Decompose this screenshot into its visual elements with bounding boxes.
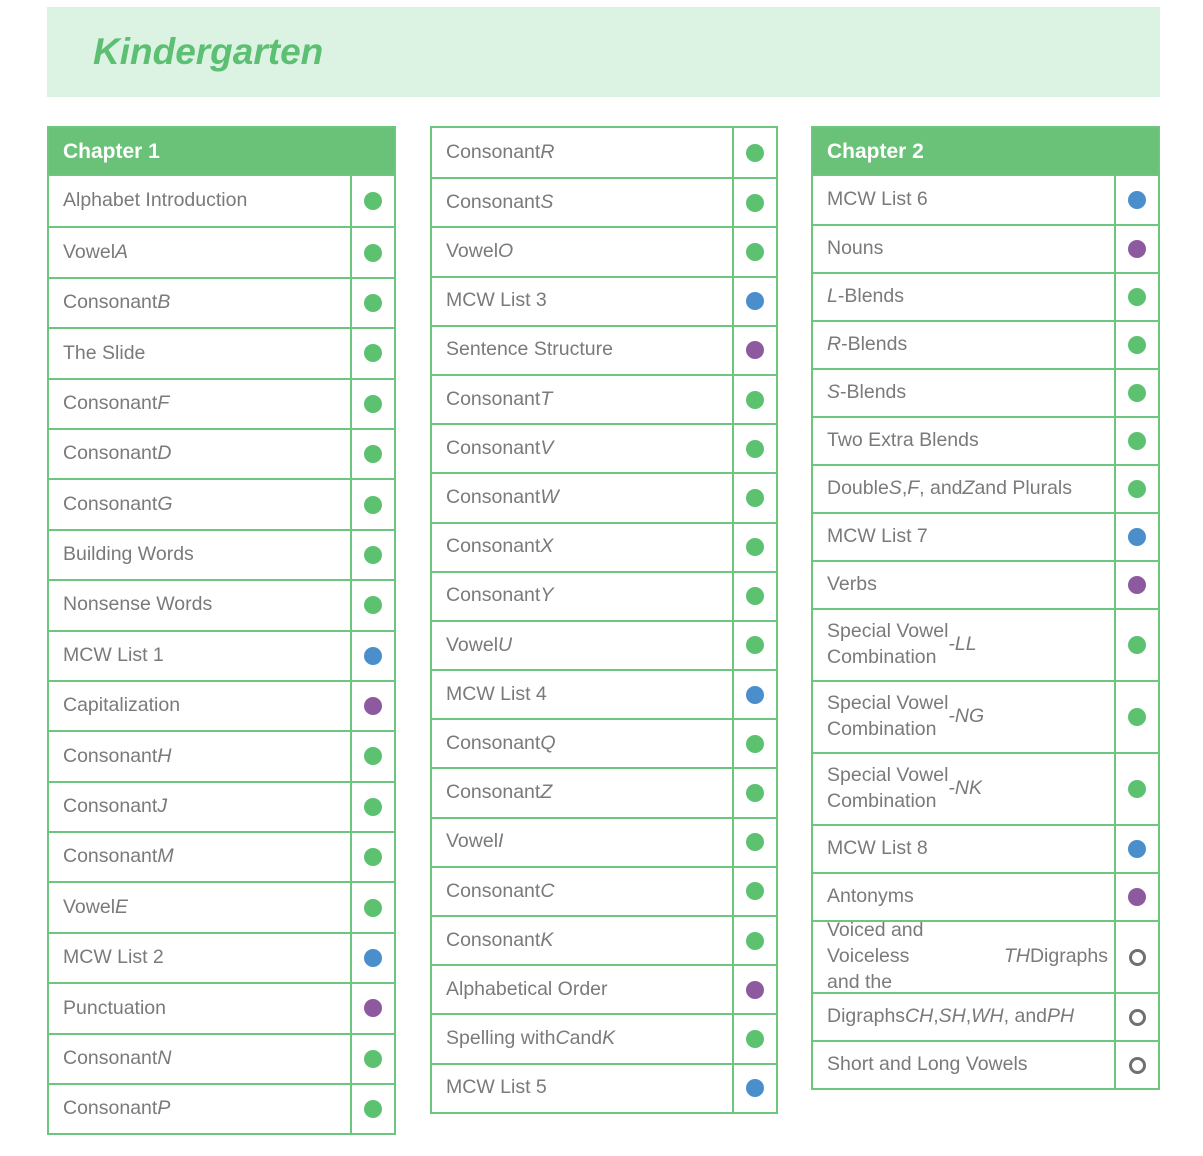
lesson-label: Consonant F	[63, 391, 170, 414]
list-item	[432, 128, 776, 177]
lesson-label: Consonant Y	[446, 584, 554, 607]
status-cell	[1114, 562, 1158, 608]
list-item	[49, 1083, 394, 1133]
blue-dot-icon	[1128, 840, 1146, 858]
blue-dot-icon	[746, 292, 764, 310]
status-cell	[1114, 370, 1158, 416]
chapter-1-continued-column	[430, 126, 778, 1114]
chapter-1-continued-list	[432, 128, 776, 1112]
list-item	[432, 964, 776, 1013]
list-item	[813, 416, 1158, 464]
list-item	[432, 866, 776, 915]
status-cell	[350, 480, 394, 528]
list-item	[432, 522, 776, 571]
list-item	[49, 630, 394, 680]
list-item	[432, 767, 776, 816]
status-cell	[732, 819, 776, 866]
list-item	[49, 881, 394, 931]
hollow-circle-icon	[1129, 1057, 1146, 1074]
blue-dot-icon	[1128, 191, 1146, 209]
lesson-label: Consonant H	[63, 744, 172, 767]
green-dot-icon	[364, 747, 382, 765]
status-cell	[350, 732, 394, 780]
status-cell	[350, 279, 394, 327]
lesson-label: Consonant G	[63, 492, 173, 515]
list-item	[813, 560, 1158, 608]
list-item	[813, 320, 1158, 368]
green-dot-icon	[1128, 288, 1146, 306]
status-cell	[1114, 826, 1158, 872]
lesson-label: Consonant V	[446, 436, 554, 459]
blue-dot-icon	[1128, 528, 1146, 546]
status-cell	[732, 524, 776, 571]
status-cell	[1114, 682, 1158, 752]
list-item	[432, 718, 776, 767]
green-dot-icon	[364, 294, 382, 312]
status-cell	[732, 917, 776, 964]
chapter-2-header: Chapter 2	[813, 128, 1158, 176]
lesson-label: R -Blends	[827, 333, 908, 356]
list-item	[49, 680, 394, 730]
green-dot-icon	[746, 489, 764, 507]
status-cell	[1114, 874, 1158, 920]
lesson-label: Consonant J	[63, 795, 168, 818]
status-cell	[350, 883, 394, 931]
lesson-label: Verbs	[827, 573, 877, 596]
hollow-circle-icon	[1129, 1009, 1146, 1026]
list-item	[813, 1040, 1158, 1088]
lesson-label: Alphabet Introduction	[63, 189, 248, 212]
lesson-label: MCW List 5	[446, 1076, 547, 1099]
chapter-2-list	[813, 176, 1158, 1088]
green-dot-icon	[1128, 336, 1146, 354]
lesson-label: Building Words	[63, 543, 194, 566]
purple-dot-icon	[1128, 240, 1146, 258]
lesson-label: Consonant S	[446, 190, 554, 213]
green-dot-icon	[746, 538, 764, 556]
green-dot-icon	[364, 445, 382, 463]
chapter-2-column	[811, 126, 1160, 1090]
lesson-label: Vowel I	[446, 830, 504, 853]
status-cell	[350, 228, 394, 276]
list-item	[813, 824, 1158, 872]
green-dot-icon	[746, 932, 764, 950]
lesson-label: Consonant D	[63, 442, 172, 465]
status-cell	[732, 278, 776, 325]
status-cell	[732, 425, 776, 472]
lesson-label: Consonant K	[446, 928, 554, 951]
lesson-label: Consonant W	[446, 486, 559, 509]
lesson-label: Consonant Z	[446, 781, 553, 804]
green-dot-icon	[364, 848, 382, 866]
green-dot-icon	[364, 496, 382, 514]
status-cell	[350, 934, 394, 982]
green-dot-icon	[364, 244, 382, 262]
status-cell	[732, 128, 776, 177]
list-item	[813, 992, 1158, 1040]
green-dot-icon	[746, 784, 764, 802]
status-cell	[732, 622, 776, 669]
list-item	[432, 226, 776, 275]
lesson-label: Two Extra Blends	[827, 429, 979, 452]
list-item	[813, 872, 1158, 920]
list-item	[49, 730, 394, 780]
lesson-label: Special Vowel Combination -LL	[827, 620, 977, 668]
list-item	[49, 378, 394, 428]
hollow-circle-icon	[1129, 949, 1146, 966]
green-dot-icon	[746, 194, 764, 212]
green-dot-icon	[746, 1030, 764, 1048]
list-item	[813, 752, 1158, 824]
green-dot-icon	[746, 882, 764, 900]
lesson-label: MCW List 2	[63, 946, 164, 969]
title-banner	[47, 7, 1160, 97]
list-item	[432, 374, 776, 423]
purple-dot-icon	[1128, 576, 1146, 594]
status-cell	[350, 581, 394, 629]
lesson-label: MCW List 8	[827, 837, 928, 860]
purple-dot-icon	[746, 341, 764, 359]
list-item	[432, 1063, 776, 1112]
lesson-label: Sentence Structure	[446, 338, 613, 361]
lesson-label: Consonant Q	[446, 731, 556, 754]
lesson-label: Consonant T	[446, 387, 553, 410]
status-cell	[350, 833, 394, 881]
list-item	[432, 423, 776, 472]
green-dot-icon	[364, 798, 382, 816]
chapter-1-list	[49, 176, 394, 1133]
green-dot-icon	[364, 1050, 382, 1068]
list-item	[813, 608, 1158, 680]
list-item	[432, 325, 776, 374]
green-dot-icon	[1128, 636, 1146, 654]
list-item	[49, 428, 394, 478]
lesson-label: Consonant C	[446, 879, 555, 902]
list-item	[813, 272, 1158, 320]
lesson-label: Special Vowel Combination -NK	[827, 764, 983, 812]
green-dot-icon	[364, 344, 382, 362]
green-dot-icon	[364, 899, 382, 917]
green-dot-icon	[364, 1100, 382, 1118]
list-item	[813, 368, 1158, 416]
green-dot-icon	[746, 144, 764, 162]
list-item	[432, 817, 776, 866]
status-cell	[1114, 994, 1158, 1040]
status-cell	[732, 474, 776, 521]
green-dot-icon	[746, 440, 764, 458]
green-dot-icon	[364, 596, 382, 614]
lesson-label: Double S , F , and Z and Plurals	[827, 477, 1073, 500]
purple-dot-icon	[364, 999, 382, 1017]
status-cell	[732, 720, 776, 767]
lesson-label: Consonant B	[63, 291, 171, 314]
list-item	[49, 1033, 394, 1083]
status-cell	[732, 1065, 776, 1112]
green-dot-icon	[746, 833, 764, 851]
status-cell	[1114, 1042, 1158, 1088]
status-cell	[732, 179, 776, 226]
list-item	[813, 176, 1158, 224]
list-item	[49, 277, 394, 327]
lesson-label: Vowel O	[446, 240, 514, 263]
status-cell	[350, 176, 394, 226]
lesson-label: Antonyms	[827, 885, 914, 908]
status-cell	[1114, 274, 1158, 320]
list-item	[432, 472, 776, 521]
status-cell	[732, 868, 776, 915]
list-item	[813, 224, 1158, 272]
chapter-1-header: Chapter 1	[49, 128, 394, 176]
lesson-label: Vowel A	[63, 240, 129, 263]
status-cell	[1114, 754, 1158, 824]
status-cell	[732, 327, 776, 374]
list-item	[432, 276, 776, 325]
list-item	[49, 831, 394, 881]
status-cell	[1114, 922, 1158, 992]
status-cell	[732, 671, 776, 718]
list-item	[49, 982, 394, 1032]
chapter-1-column	[47, 126, 396, 1135]
status-cell	[1114, 514, 1158, 560]
green-dot-icon	[746, 735, 764, 753]
status-cell	[732, 573, 776, 620]
status-cell	[350, 1035, 394, 1083]
lesson-label: L -Blends	[827, 285, 904, 308]
list-item	[432, 620, 776, 669]
status-cell	[1114, 176, 1158, 224]
list-item	[432, 1013, 776, 1062]
list-item	[813, 920, 1158, 992]
lesson-label: Spelling with C and K	[446, 1027, 616, 1050]
list-item	[49, 176, 394, 226]
lesson-label: MCW List 7	[827, 525, 928, 548]
page-title: Kindergarten	[93, 31, 324, 72]
lesson-label: Vowel U	[446, 633, 513, 656]
status-cell	[732, 966, 776, 1013]
status-cell	[350, 984, 394, 1032]
status-cell	[732, 769, 776, 816]
list-item	[813, 464, 1158, 512]
green-dot-icon	[1128, 384, 1146, 402]
lesson-label: Digraphs CH , SH , WH , and PH	[827, 1005, 1075, 1028]
blue-dot-icon	[746, 1079, 764, 1097]
lesson-label: MCW List 4	[446, 682, 547, 705]
lesson-label: Consonant N	[63, 1046, 172, 1069]
list-item	[432, 571, 776, 620]
blue-dot-icon	[364, 949, 382, 967]
list-item	[432, 669, 776, 718]
status-cell	[1114, 226, 1158, 272]
green-dot-icon	[364, 192, 382, 210]
status-cell	[1114, 466, 1158, 512]
lesson-label: Voiced and Voiceless and the TH Digraphs	[827, 919, 1108, 993]
green-dot-icon	[364, 546, 382, 564]
blue-dot-icon	[746, 686, 764, 704]
green-dot-icon	[746, 636, 764, 654]
lesson-label: Nonsense Words	[63, 593, 213, 616]
list-item	[813, 680, 1158, 752]
status-cell	[350, 632, 394, 680]
purple-dot-icon	[364, 697, 382, 715]
green-dot-icon	[746, 587, 764, 605]
green-dot-icon	[1128, 432, 1146, 450]
status-cell	[1114, 418, 1158, 464]
list-item	[432, 915, 776, 964]
status-cell	[350, 682, 394, 730]
status-cell	[350, 783, 394, 831]
list-item	[49, 781, 394, 831]
list-item	[49, 529, 394, 579]
lesson-label: Nouns	[827, 237, 884, 260]
lesson-label: Punctuation	[63, 996, 166, 1019]
lesson-label: Consonant R	[446, 140, 555, 163]
lesson-label: MCW List 3	[446, 289, 547, 312]
lesson-label: Short and Long Vowels	[827, 1053, 1028, 1076]
list-item	[49, 226, 394, 276]
purple-dot-icon	[746, 981, 764, 999]
lesson-label: Special Vowel Combination -NG	[827, 692, 985, 740]
status-cell	[732, 228, 776, 275]
list-item	[49, 327, 394, 377]
purple-dot-icon	[1128, 888, 1146, 906]
list-item	[813, 512, 1158, 560]
lesson-label: Vowel E	[63, 895, 129, 918]
status-cell	[350, 380, 394, 428]
lesson-label: Alphabetical Order	[446, 977, 608, 1000]
status-cell	[1114, 610, 1158, 680]
lesson-label: Capitalization	[63, 694, 181, 717]
lesson-label: The Slide	[63, 341, 146, 364]
green-dot-icon	[1128, 480, 1146, 498]
green-dot-icon	[1128, 780, 1146, 798]
list-item	[49, 579, 394, 629]
green-dot-icon	[1128, 708, 1146, 726]
status-cell	[732, 1015, 776, 1062]
status-cell	[1114, 322, 1158, 368]
status-cell	[732, 376, 776, 423]
green-dot-icon	[746, 391, 764, 409]
status-cell	[350, 430, 394, 478]
status-cell	[350, 531, 394, 579]
lesson-label: Consonant M	[63, 845, 174, 868]
green-dot-icon	[364, 395, 382, 413]
list-item	[49, 932, 394, 982]
green-dot-icon	[746, 243, 764, 261]
list-item	[49, 478, 394, 528]
lesson-label: MCW List 6	[827, 188, 928, 211]
blue-dot-icon	[364, 647, 382, 665]
lesson-label: MCW List 1	[63, 643, 164, 666]
status-cell	[350, 329, 394, 377]
lesson-label: S -Blends	[827, 381, 907, 404]
lesson-label: Consonant P	[63, 1097, 171, 1120]
status-cell	[350, 1085, 394, 1133]
list-item	[432, 177, 776, 226]
lesson-label: Consonant X	[446, 535, 554, 558]
